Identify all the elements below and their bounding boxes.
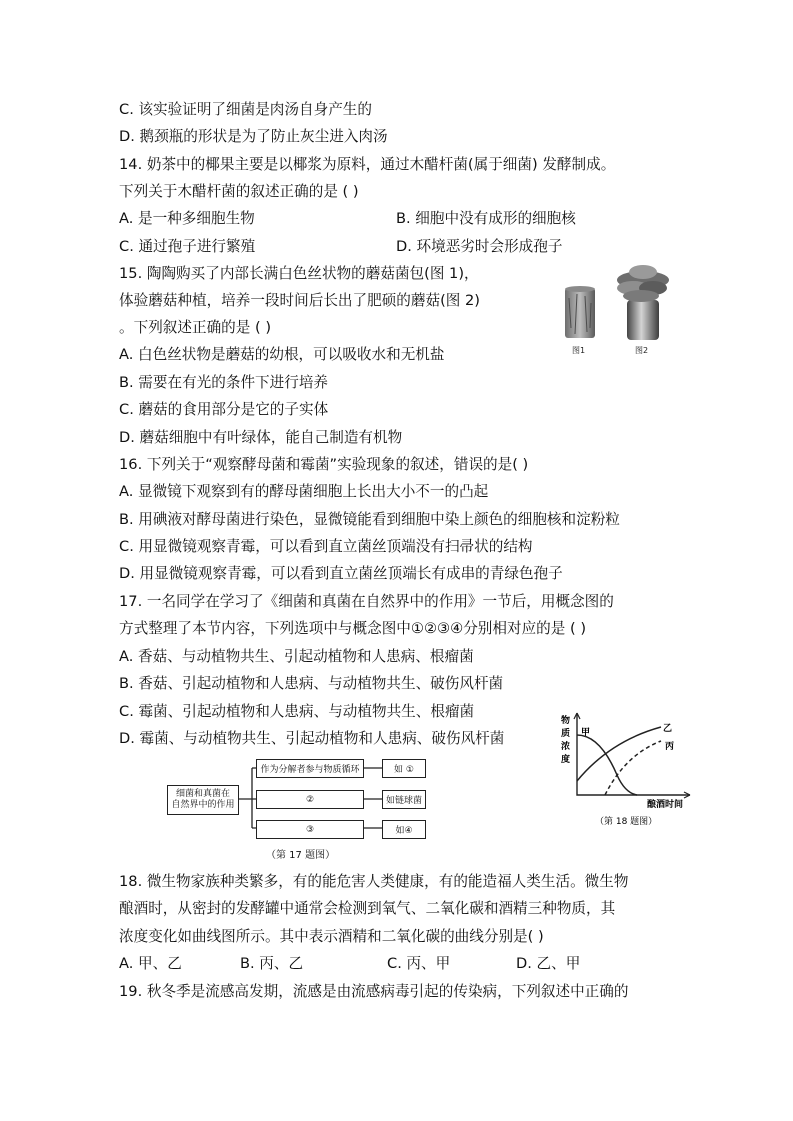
q15-stem-line2: 体验蘑菇种植，培养一段时间后长出了肥硕的蘑菇(图 2) xyxy=(119,292,480,309)
y-axis-char-1: 物 xyxy=(561,716,571,726)
figure-2-label: 图2 xyxy=(635,346,649,355)
q16-option-a: A. 显微镜下观察到有的酵母菌细胞上长出大小不一的凸起 xyxy=(119,483,489,500)
concentration-graph xyxy=(555,705,705,830)
mushroom-grown-image xyxy=(617,265,669,340)
q17-option-d: D. 霉菌、与动植物共生、引起动植物和人患病、破伤风杆菌 xyxy=(119,730,505,747)
q14-option-b: B. 细胞中没有成形的细胞核 xyxy=(396,210,576,227)
q14-option-d: D. 环境恶劣时会形成孢子 xyxy=(396,238,563,255)
q18-stem-line2: 酿酒时，从密封的发酵罐中通常会检测到氧气、二氧化碳和酒精三种物质，其 xyxy=(119,900,616,917)
concept-map-caption: （第 17 题图） xyxy=(266,850,336,861)
concept-map-root-line2: 自然界中的作用 xyxy=(171,800,235,810)
q17-option-c: C. 霉菌、引起动植物和人患病、与动植物共生、根瘤菌 xyxy=(119,703,475,720)
q16-option-d: D. 用显微镜观察青霉，可以看到直立菌丝顶端长有成串的青绿色孢子 xyxy=(119,565,563,582)
q18-option-b: B. 丙、乙 xyxy=(240,955,304,972)
concept-map-example-2: 如链球菌 xyxy=(382,790,426,809)
concept-map-example-1: 如 ① xyxy=(382,759,426,778)
curve-label-yi: 乙 xyxy=(663,724,673,734)
q17-stem-line1: 17. 一名同学在学习了《细菌和真菌在自然界中的作用》一节后，用概念图的 xyxy=(119,593,614,610)
curve-label-bing: 丙 xyxy=(665,742,675,752)
concept-map-root-line1: 细菌和真菌在 xyxy=(175,789,230,799)
mushroom-figure xyxy=(555,258,675,358)
curve-label-jia: 甲 xyxy=(581,728,591,738)
q15-option-d: D. 蘑菇细胞中有叶绿体，能自己制造有机物 xyxy=(119,429,403,446)
q16-stem: 16. 下列关于“观察酵母菌和霉菌”实验现象的叙述，错误的是( ) xyxy=(119,456,529,473)
concept-map-branch-1: 作为分解者参与物质循环 xyxy=(256,759,364,778)
q18-option-d: D. 乙、甲 xyxy=(516,955,581,972)
q13-option-d: D. 鹅颈瓶的形状是为了防止灰尘进入肉汤 xyxy=(119,128,388,145)
q15-option-c: C. 蘑菇的食用部分是它的子实体 xyxy=(119,401,329,418)
q17-stem-line2: 方式整理了本节内容，下列选项中与概念图中①②③④分别相对应的是 ( ) xyxy=(119,620,587,637)
concept-map-branch-3: ③ xyxy=(256,820,364,839)
q19-stem-line1: 19. 秋冬季是流感高发期，流感是由流感病毒引起的传染病，下列叙述中正确的 xyxy=(119,983,629,1000)
q15-stem-line1: 15. 陶陶购买了内部长满白色丝状物的蘑菇菌包(图 1)， xyxy=(119,265,479,282)
q16-option-b: B. 用碘液对酵母菌进行染色，显微镜能看到细胞中染上颜色的细胞核和淀粉粒 xyxy=(119,511,620,528)
graph-axes xyxy=(577,713,690,795)
y-axis-char-2: 质 xyxy=(561,729,571,739)
q14-option-a: A. 是一种多细胞生物 xyxy=(119,210,255,227)
concept-map-example-3: 如④ xyxy=(382,820,426,839)
graph-axis-arrows xyxy=(574,713,690,798)
q18-stem-line3: 浓度变化如曲线图所示。其中表示酒精和二氧化碳的曲线分别是( ) xyxy=(119,928,544,945)
q18-option-a: A. 甲、乙 xyxy=(119,955,182,972)
q17-option-a: A. 香菇、与动植物共生、引起动植物和人患病、根瘤菌 xyxy=(119,648,474,665)
q15-option-a: A. 白色丝状物是蘑菇的幼根，可以吸收水和无机盐 xyxy=(119,346,445,363)
mushroom-bag-image xyxy=(565,286,595,338)
q17-option-b: B. 香菇、引起动植物和人患病、与动植物共生、破伤风杆菌 xyxy=(119,675,504,692)
figure-1-label: 图1 xyxy=(572,346,586,355)
q14-stem-line1: 14. 奶茶中的椰果主要是以椰浆为原料，通过木醋杆菌(属于细菌) 发酵制成。 xyxy=(119,156,616,173)
graph-caption: （第 18 题图） xyxy=(595,817,658,827)
y-axis-char-3: 浓 xyxy=(561,742,571,752)
q13-option-c: C. 该实验证明了细菌是肉汤自身产生的 xyxy=(119,101,372,118)
q14-stem-line2: 下列关于木醋杆菌的叙述正确的是 ( ) xyxy=(119,183,359,200)
q15-option-b: B. 需要在有光的条件下进行培养 xyxy=(119,374,329,391)
q16-option-c: C. 用显微镜观察青霉，可以看到直立菌丝顶端没有扫帚状的结构 xyxy=(119,538,533,555)
concept-map-branch-2: ② xyxy=(256,790,364,809)
x-axis-label: 酿酒时间 xyxy=(647,800,684,810)
concept-map-root xyxy=(167,785,239,815)
q15-stem-line3: 。下列叙述正确的是 ( ) xyxy=(119,319,272,336)
q18-option-c: C. 丙、甲 xyxy=(387,955,451,972)
curve-jia xyxy=(577,735,637,795)
q14-option-c: C. 通过孢子进行繁殖 xyxy=(119,238,256,255)
q18-stem-line1: 18. 微生物家族种类繁多，有的能危害人类健康，有的能造福人类生活。微生物 xyxy=(119,873,629,890)
y-axis-char-4: 度 xyxy=(561,755,571,765)
